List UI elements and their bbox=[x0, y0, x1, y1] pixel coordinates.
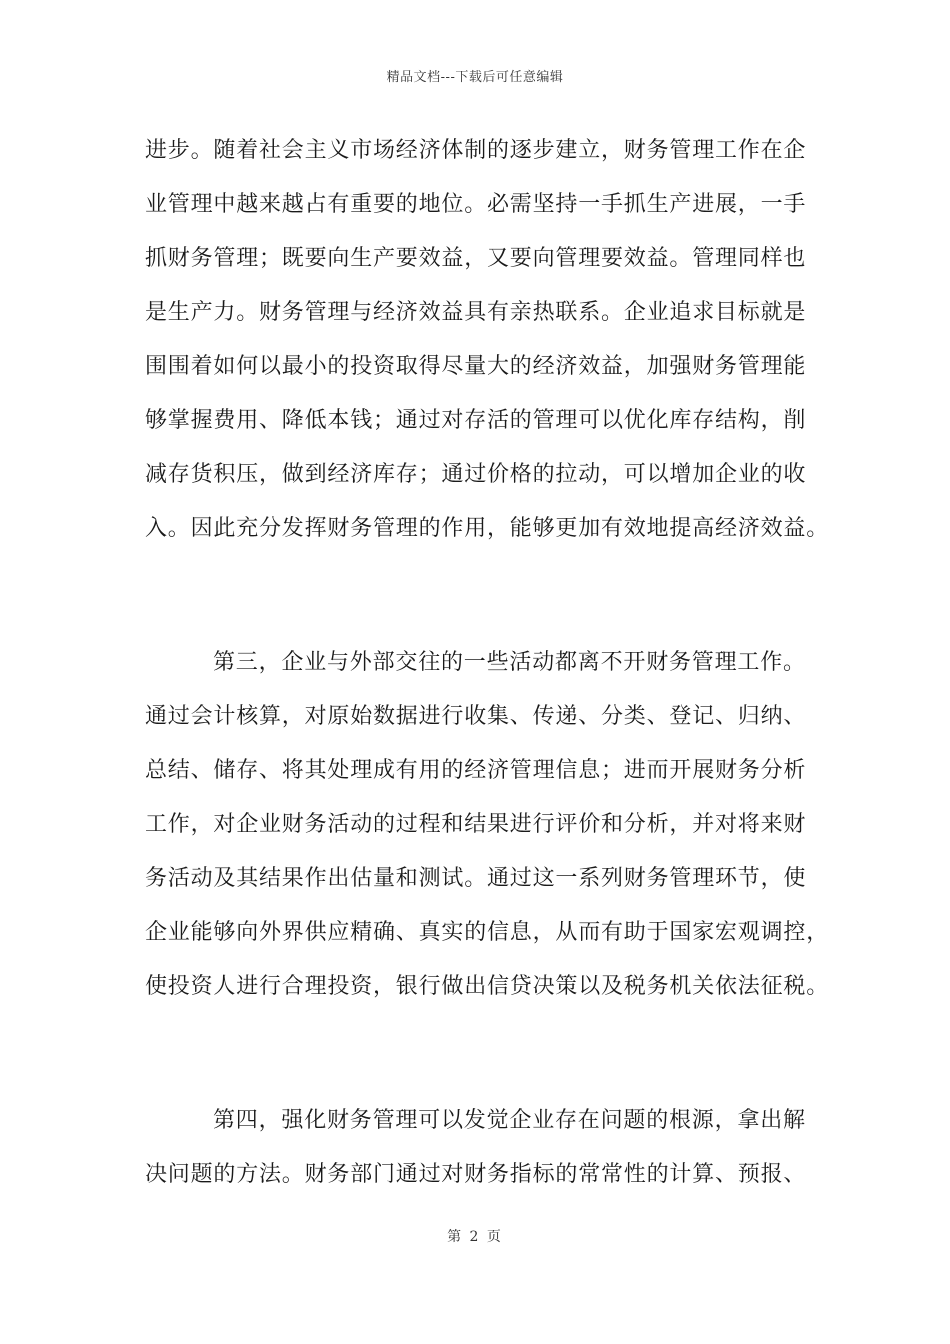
text-line: 入。因此充分发挥财务管理的作用，能够更加有效地提高经济效益。 bbox=[145, 516, 830, 541]
text-line: 进步。随着社会主义市场经济体制的逐步建立，财务管理工作在企 bbox=[145, 138, 807, 163]
text-line: 使投资人进行合理投资，银行做出信贷决策以及税务机关依法征税。 bbox=[145, 974, 830, 999]
text-line: 围围着如何以最小的投资取得尽量大的经济效益，加强财务管理能 bbox=[145, 354, 807, 379]
paragraph-start-line: 第三，企业与外部交往的一些活动都离不开财务管理工作。 bbox=[213, 650, 806, 675]
page-number: 第 2 页 bbox=[447, 1229, 503, 1245]
text-line: 企业能够向外界供应精确、真实的信息，从而有助于国家宏观调控， bbox=[145, 920, 830, 945]
text-line: 总结、储存、将其处理成有用的经济管理信息；进而开展财务分析 bbox=[145, 758, 807, 783]
page-header: 精品文档---下载后可任意编辑 bbox=[386, 70, 564, 85]
paragraph-start-line: 第四，强化财务管理可以发觉企业存在问题的根源，拿出解 bbox=[213, 1108, 806, 1133]
text-line: 务活动及其结果作出估量和测试。通过这一系列财务管理环节，使 bbox=[145, 866, 807, 891]
text-line: 决问题的方法。财务部门通过对财务指标的常常性的计算、预报、 bbox=[145, 1162, 807, 1187]
text-line: 够掌握费用、降低本钱；通过对存活的管理可以优化库存结构，削 bbox=[145, 408, 807, 433]
text-line: 抓财务管理；既要向生产要效益，又要向管理要效益。管理同样也 bbox=[145, 246, 807, 271]
text-line: 业管理中越来越占有重要的地位。必需坚持一手抓生产进展，一手 bbox=[145, 192, 807, 217]
text-line: 通过会计核算，对原始数据进行收集、传递、分类、登记、归纳、 bbox=[145, 704, 807, 729]
text-line: 是生产力。财务管理与经济效益具有亲热联系。企业追求目标就是 bbox=[145, 300, 807, 325]
text-line: 减存货积压，做到经济库存；通过价格的拉动，可以增加企业的收 bbox=[145, 462, 807, 487]
text-line: 工作，对企业财务活动的过程和结果进行评价和分析，并对将来财 bbox=[145, 812, 807, 837]
